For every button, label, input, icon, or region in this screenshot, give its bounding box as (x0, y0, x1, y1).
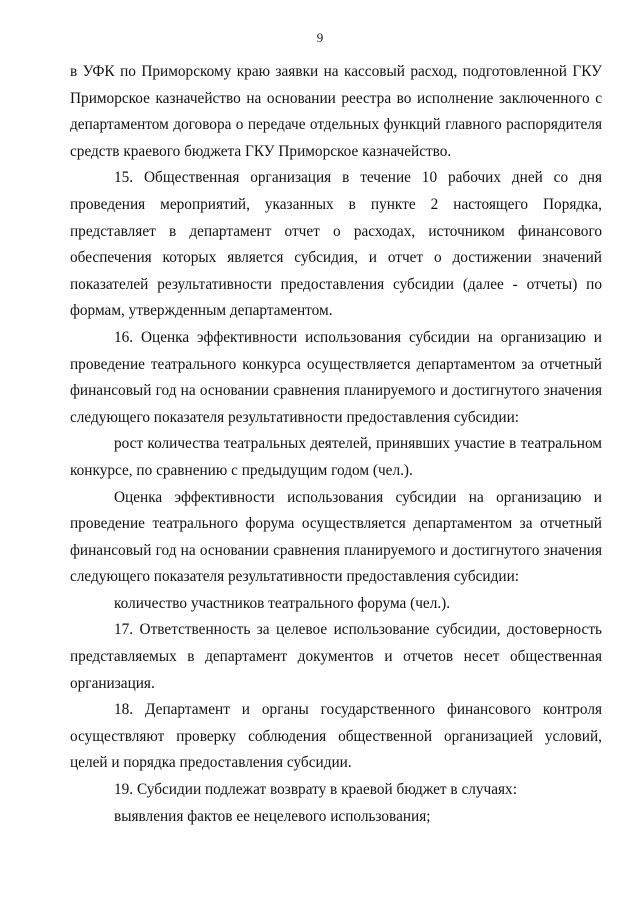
paragraph-continuation: в УФК по Приморскому краю заявки на кассовый расход, подготовленной ГКУ Приморское казначейство на основании реестра во исполнение заключенного с департаментом договора о передаче отдельных функций главного распорядителя средств краевого бюджета ГКУ Приморское казначейство. (70, 63, 602, 160)
paragraph-forum-evaluation: Оценка эффективности использования субсидии на организацию и проведение театрального форума осуществляется департаментом за отчетный финансовый год на основании сравнения планируемого и достигнутого значения следующего показателя результативности предоставления субсидии: (70, 488, 602, 586)
paragraph-item-16: 16. Оценка эффективности использования субсидии на организацию и проведение театрального конкурса осуществляется департаментом за отчетный финансовый год на основании сравнения планируемого и достигнутого значения следующего показателя результативности предоставления субсидии: (70, 328, 602, 426)
paragraph-item-17: 17. Ответственность за целевое использование субсидии, достоверность представляемых в департамент документов и отчетов несет общественная организация. (70, 621, 602, 692)
paragraph-item-19: 19. Субсидии подлежат возврату в краевой бюджет в случаях: (114, 781, 517, 799)
paragraph-item-18: 18. Департамент и органы государственного финансового контроля осуществляют проверку соблюдения общественной организацией условий, целей и порядка предоставления субсидии. (70, 701, 602, 772)
paragraph-indicator-contest: рост количества театральных деятелей, принявших участие в театральном конкурсе, по сравнению с предыдущим годом (чел.). (70, 435, 602, 479)
page-number: 9 (316, 30, 324, 45)
document-body (70, 59, 602, 830)
paragraph-item-15: 15. Общественная организация в течение 10 рабочих дней со дня проведения мероприятий, указанных в пункте 2 настоящего Порядка, представляет в департамент отчет о расходах, источником финансового обеспечения которых является субсидия, и отчет о достижении значений показателей результативности предоставления субсидии (далее - отчеты) по формам, утвержденным департаментом. (70, 169, 602, 320)
paragraph-indicator-forum: количество участников театрального форума (чел.). (114, 594, 451, 612)
paragraph-case-misuse: выявления фактов ее нецелевого использования; (114, 807, 431, 825)
